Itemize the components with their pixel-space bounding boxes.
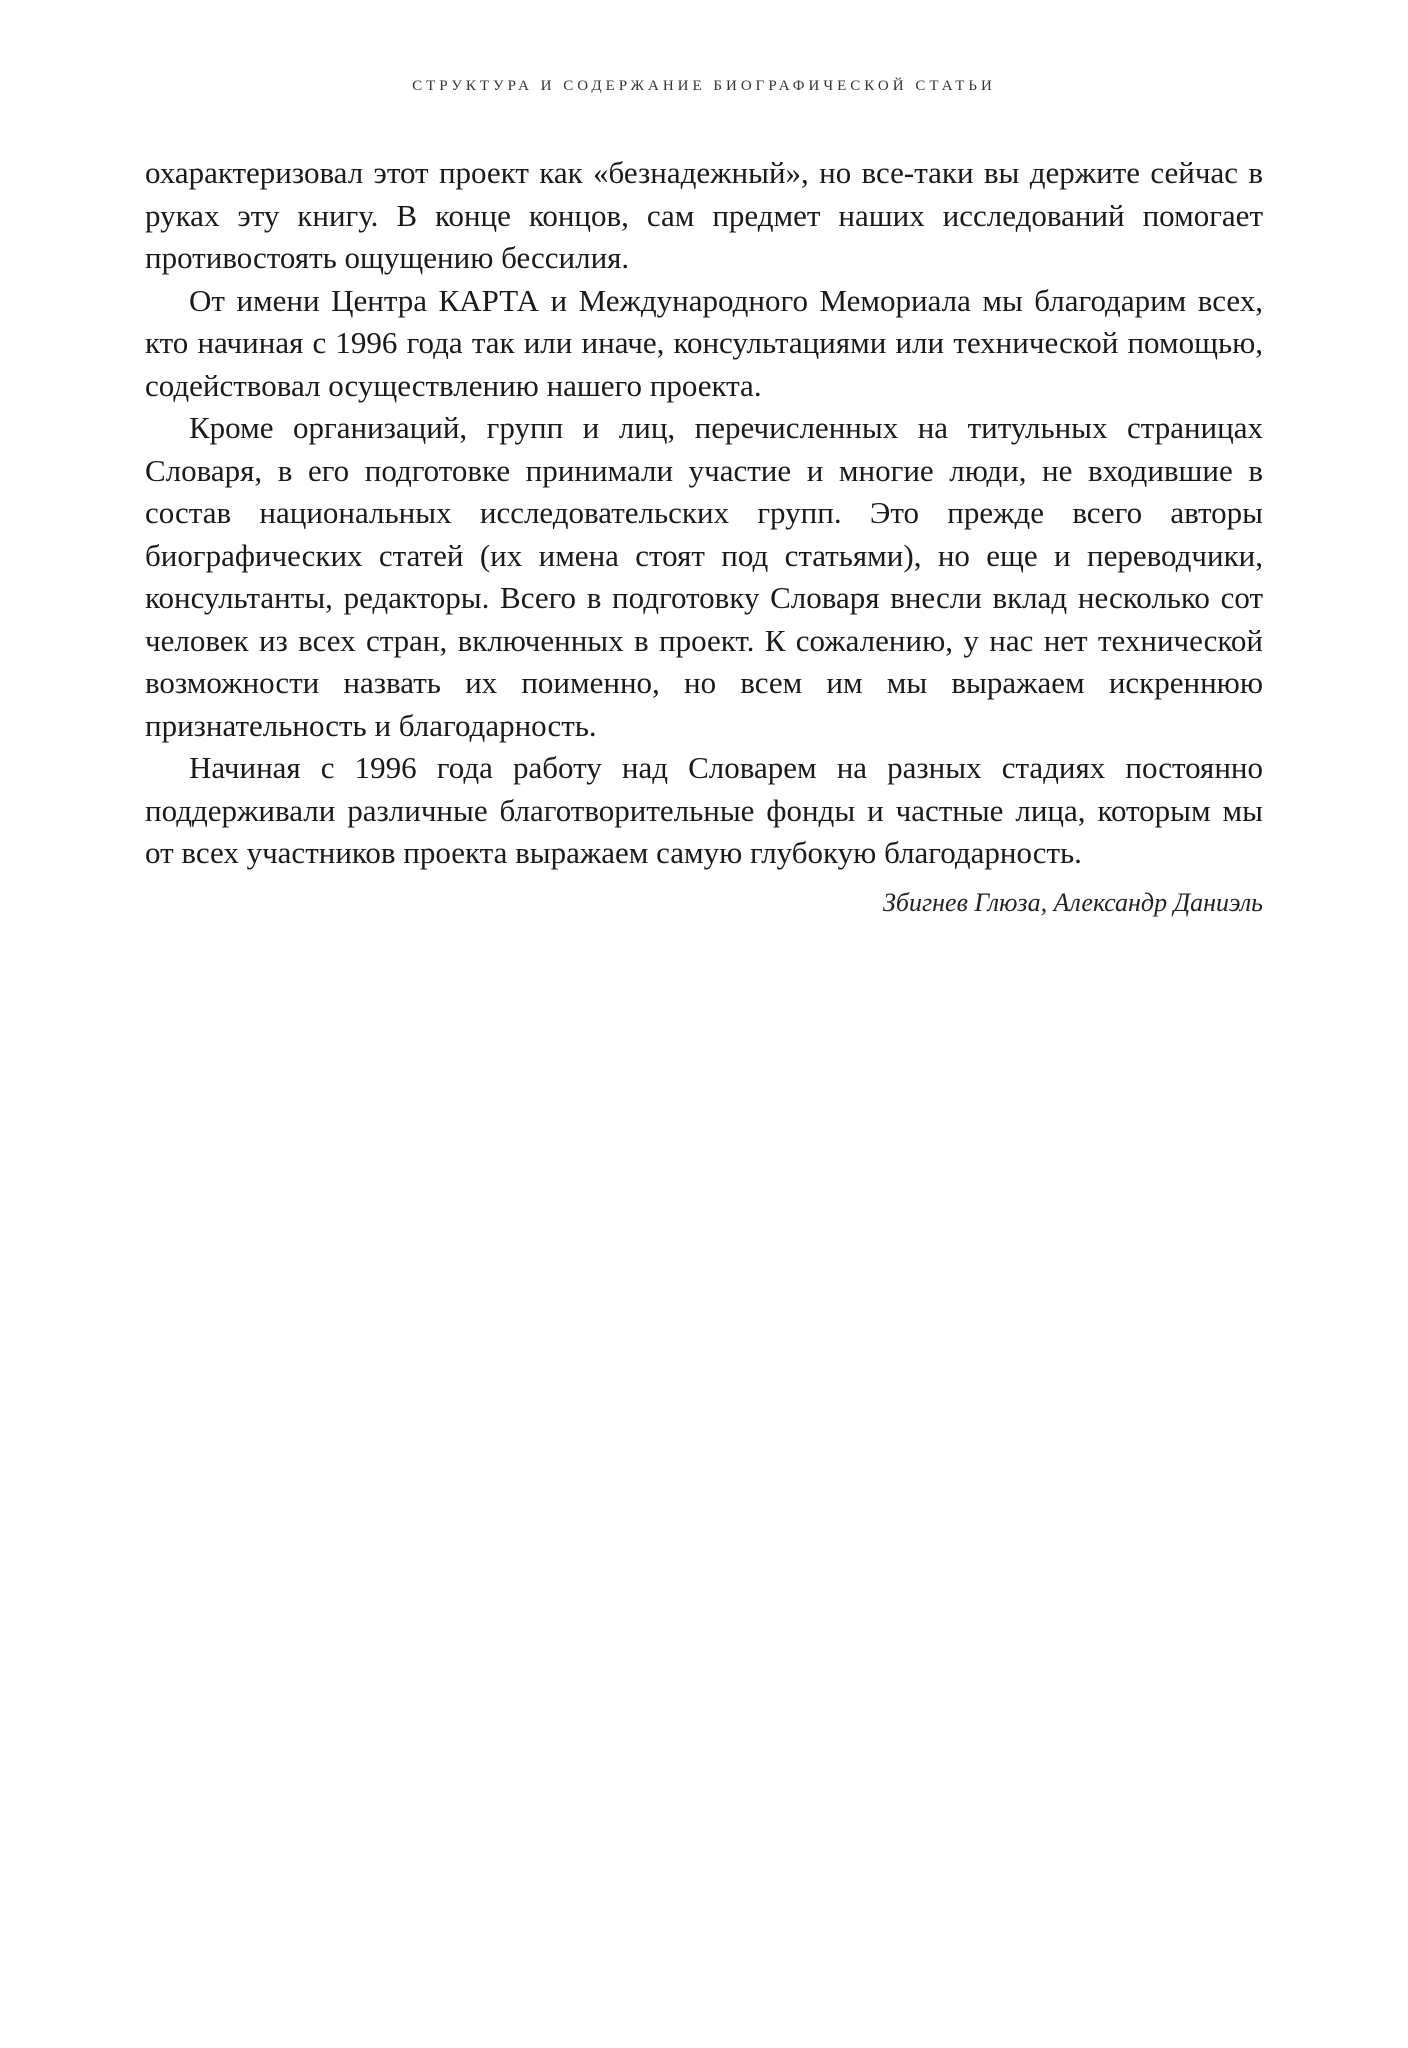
paragraph-acknowledgement-karta: От имени Центра КАРТА и Международного Мемориала мы благодарим всех, кто начиная с 1996 года так или иначе, консультациями или технической помощью, содействовал осуществлению нашего проекта. <box>145 282 1263 403</box>
signature: Збигнев Глюза, Александр Даниэль <box>883 887 1263 917</box>
running-header: СТРУКТУРА И СОДЕРЖАНИЕ БИОГРАФИЧЕСКОЙ СТАТЬИ <box>412 78 996 94</box>
paragraph-funders: Начиная с 1996 года работу над Словарем на разных стадиях постоянно поддерживали различные благотворительные фонды и частные лица, которым мы от всех участников проекта выражаем самую глубокую благодарность. <box>145 750 1263 870</box>
main-text <box>145 152 1263 923</box>
paragraph-continuation: охарактеризовал этот проект как «безнадежный», но все-таки вы держите сейчас в руках эту книгу. В конце концов, сам предмет наших исследований помогает противостоять ощущению бессилия. <box>145 155 1263 275</box>
paragraph-contributors: Кроме организаций, групп и лиц, перечисленных на титульных страницах Словаря, в его подготовке принимали участие и многие люди, не входившие в состав национальных исследовательских групп. Это прежде всего авторы биографических статей (их имена стоят под статьями), но еще и переводчики, консультанты, редакторы. Всего в подготовку Словаря внесли вклад несколько сот человек из всех стран, включенных в проект. К сожалению, у нас нет технической возможности назвать их поименно, но всем им мы выражаем искреннюю признательность и благодарность. <box>145 410 1263 743</box>
